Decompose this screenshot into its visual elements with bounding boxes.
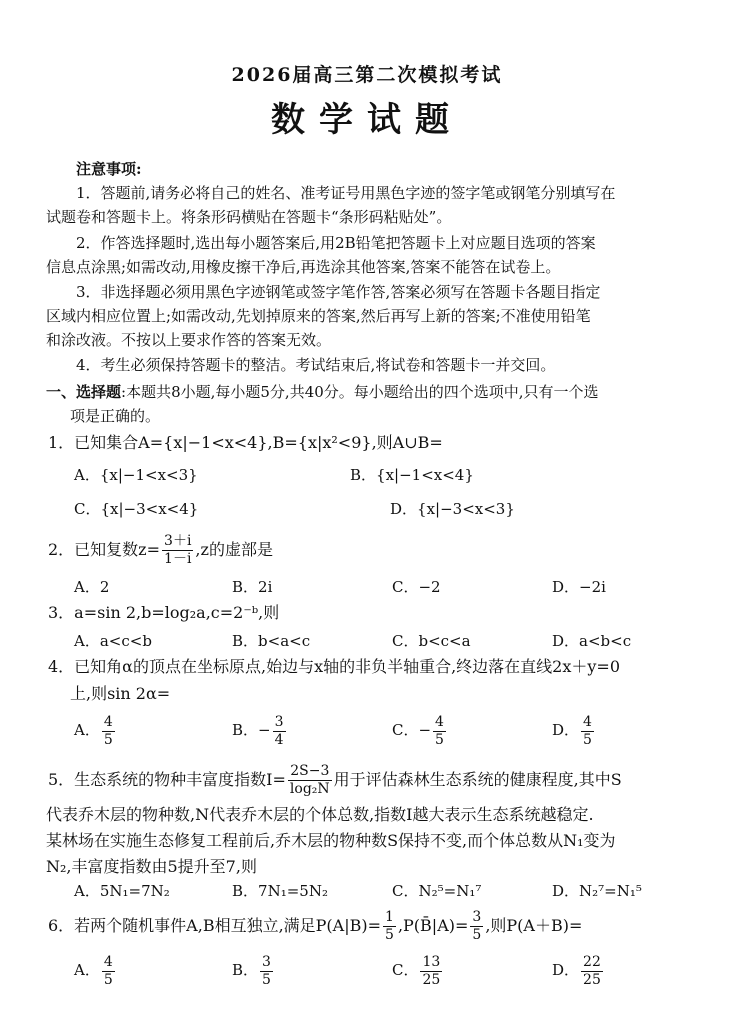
q4-a-den: 5 <box>103 731 113 748</box>
notice-line: 2．作答选择题时,选出每小题答案后,用2B铅笔把答题卡上对应题目选项的答案 <box>76 234 596 252</box>
q6-c-label: C． <box>392 961 419 979</box>
question-1-stem: 1．已知集合A={x|−1<x<4},B={x|x²<9},则A∪B= <box>48 433 443 452</box>
q6-a-den: 5 <box>103 971 113 988</box>
notice-heading: 注意事项: <box>76 160 142 178</box>
q4-option-c <box>392 710 448 750</box>
notice-line: 试题卷和答题卡上。将条形码横贴在答题卡“条形码粘贴处”。 <box>46 208 452 226</box>
notice-line: 4．考生必须保持答题卡的整洁。考试结束后,将试卷和答题卡一并交回。 <box>76 356 556 374</box>
q6-f2-den: 5 <box>472 927 482 943</box>
q6-f2-num: 3 <box>472 909 482 925</box>
q6-option-d <box>552 950 605 990</box>
q5-option-b: B．7N₁=5N₂ <box>232 882 328 900</box>
q2-option-d: D．−2i <box>552 578 606 596</box>
question-4-stem-line2: 上,则sin 2α= <box>70 684 171 703</box>
q4-c-den: 5 <box>435 731 444 748</box>
q2-frac-den: 1－i <box>164 551 192 567</box>
section-title: 一、选择题 <box>46 383 122 401</box>
question-2-stem <box>48 530 273 570</box>
q5-frac-num: 2S−3 <box>288 763 332 781</box>
q3-option-b: B．b<a<c <box>232 632 311 650</box>
q5-option-c: C．N₂⁵=N₁⁷ <box>392 882 482 900</box>
q6-fraction-1 <box>383 909 396 944</box>
notice-line: 1．答题前,请务必将自己的姓名、准考证号用黑色字迹的签字笔或钢笔分别填写在 <box>76 184 616 202</box>
exam-title: 2026届高三第二次模拟考试 <box>231 64 503 86</box>
q3-option-a: A．a<c<b <box>74 632 152 650</box>
q2-option-b: B．2i <box>232 578 273 596</box>
q6-mid: ,P(B̄|A)= <box>397 916 469 935</box>
section-desc: :本题共8小题,每小题5分,共40分。每小题给出的四个选项中,只有一个选 <box>121 383 599 401</box>
q3-option-c: C．b<c<a <box>392 632 471 650</box>
notice-line: 3．非选择题必须用黑色字迹钢笔或签字笔作答,答案必须写在答题卡各题目指定 <box>76 283 601 301</box>
q4-d-label: D． <box>552 721 580 739</box>
q4-d-den: 5 <box>583 731 592 748</box>
q4-c-num: 4 <box>435 713 444 730</box>
q1-option-c: C．{x|−3<x<4} <box>74 500 199 518</box>
q6-pre: 6．若两个随机事件A,B相互独立,满足P(A|B)= <box>48 916 382 935</box>
q6-b-frac <box>260 954 273 989</box>
q6-c-frac <box>420 954 442 989</box>
section-desc-line2: 项是正确的。 <box>70 407 161 425</box>
q6-f1-num: 1 <box>385 909 394 925</box>
q2-option-c: C．−2 <box>392 578 441 596</box>
q2-frac-num: 3＋i <box>164 533 192 549</box>
q5-fraction <box>288 763 332 798</box>
q2-pre: 2．已知复数z= <box>48 540 161 559</box>
q4-c-frac <box>433 714 446 749</box>
q4-b-den: 4 <box>274 731 284 748</box>
q6-b-den: 5 <box>262 971 271 988</box>
q4-a-frac <box>102 714 115 749</box>
question-5-line4: N₂,丰富度指数由5提升至7,则 <box>46 857 257 876</box>
q4-a-num: 4 <box>103 713 113 730</box>
subject-title: 数学试题 <box>271 100 463 140</box>
q4-c-label: C．− <box>392 721 432 739</box>
question-6-stem <box>48 906 582 946</box>
q4-option-d <box>552 710 596 750</box>
notice-line: 区域内相应位置上;如需改动,先划掉原来的答案,然后再写上新的答案;不准使用铅笔 <box>46 307 591 325</box>
q5-post: 用于评估森林生态系统的健康程度,其中S <box>333 770 622 789</box>
q6-option-c <box>392 950 444 990</box>
q4-d-frac <box>581 714 594 749</box>
section-heading <box>46 381 599 403</box>
notice-line: 信息点涂黑;如需改动,用橡皮擦干净后,再选涂其他答案,答案不能答在试卷上。 <box>46 258 561 276</box>
question-5-line3: 某林场在实施生态修复工程前后,乔木层的物种数S保持不变,而个体总数从N₁变为 <box>46 831 616 850</box>
q6-post: ,则P(A＋B)= <box>485 916 583 935</box>
question-4-stem: 4．已知角α的顶点在坐标原点,始边与x轴的非负半轴重合,终边落在直线2x＋y=0 <box>48 657 621 676</box>
q6-b-label: B． <box>232 961 259 979</box>
q4-option-b <box>232 710 288 750</box>
q6-d-den: 25 <box>583 971 601 988</box>
q6-f1-den: 5 <box>385 927 394 943</box>
q1-option-a: A．{x|−1<x<3} <box>74 466 198 484</box>
q6-d-frac <box>581 954 603 989</box>
q6-b-num: 3 <box>262 953 271 970</box>
q5-option-d: D．N₂⁷=N₁⁵ <box>552 882 642 900</box>
q5-frac-den: log₂N <box>289 781 330 797</box>
q2-option-a: A．2 <box>74 578 110 596</box>
q6-fraction-2 <box>470 909 483 944</box>
q4-b-num: 3 <box>274 713 284 730</box>
q1-option-d: D．{x|−3<x<3} <box>390 500 515 518</box>
question-5-stem <box>48 760 622 800</box>
q6-c-num: 13 <box>422 953 441 970</box>
q5-pre: 5．生态系统的物种丰富度指数I= <box>48 770 286 789</box>
notice-line: 和涂改液。不按以上要求作答的答案无效。 <box>46 331 332 349</box>
q4-b-frac <box>273 714 286 749</box>
question-3-stem: 3．a=sin 2,b=log₂a,c=2⁻ᵇ,则 <box>48 603 280 622</box>
q6-a-label: A． <box>74 961 100 979</box>
q2-post: ,z的虚部是 <box>195 540 273 559</box>
q6-a-frac <box>102 954 115 989</box>
q2-fraction <box>162 533 193 568</box>
q6-d-label: D． <box>552 961 580 979</box>
q4-b-label: B．− <box>232 721 271 739</box>
q1-option-b: B．{x|−1<x<4} <box>350 466 474 484</box>
q5-option-a: A．5N₁=7N₂ <box>74 882 170 900</box>
q6-d-num: 22 <box>583 953 601 970</box>
q6-a-num: 4 <box>103 953 113 970</box>
q6-option-b <box>232 950 275 990</box>
q4-option-a <box>74 710 117 750</box>
question-5-line2: 代表乔木层的物种数,N代表乔木层的个体总数,指数I越大表示生态系统越稳定. <box>46 805 594 824</box>
q3-option-d: D．a<b<c <box>552 632 632 650</box>
q6-option-a <box>74 950 117 990</box>
q6-c-den: 25 <box>422 971 441 988</box>
q4-d-num: 4 <box>583 713 592 730</box>
q4-a-label: A． <box>74 721 100 739</box>
